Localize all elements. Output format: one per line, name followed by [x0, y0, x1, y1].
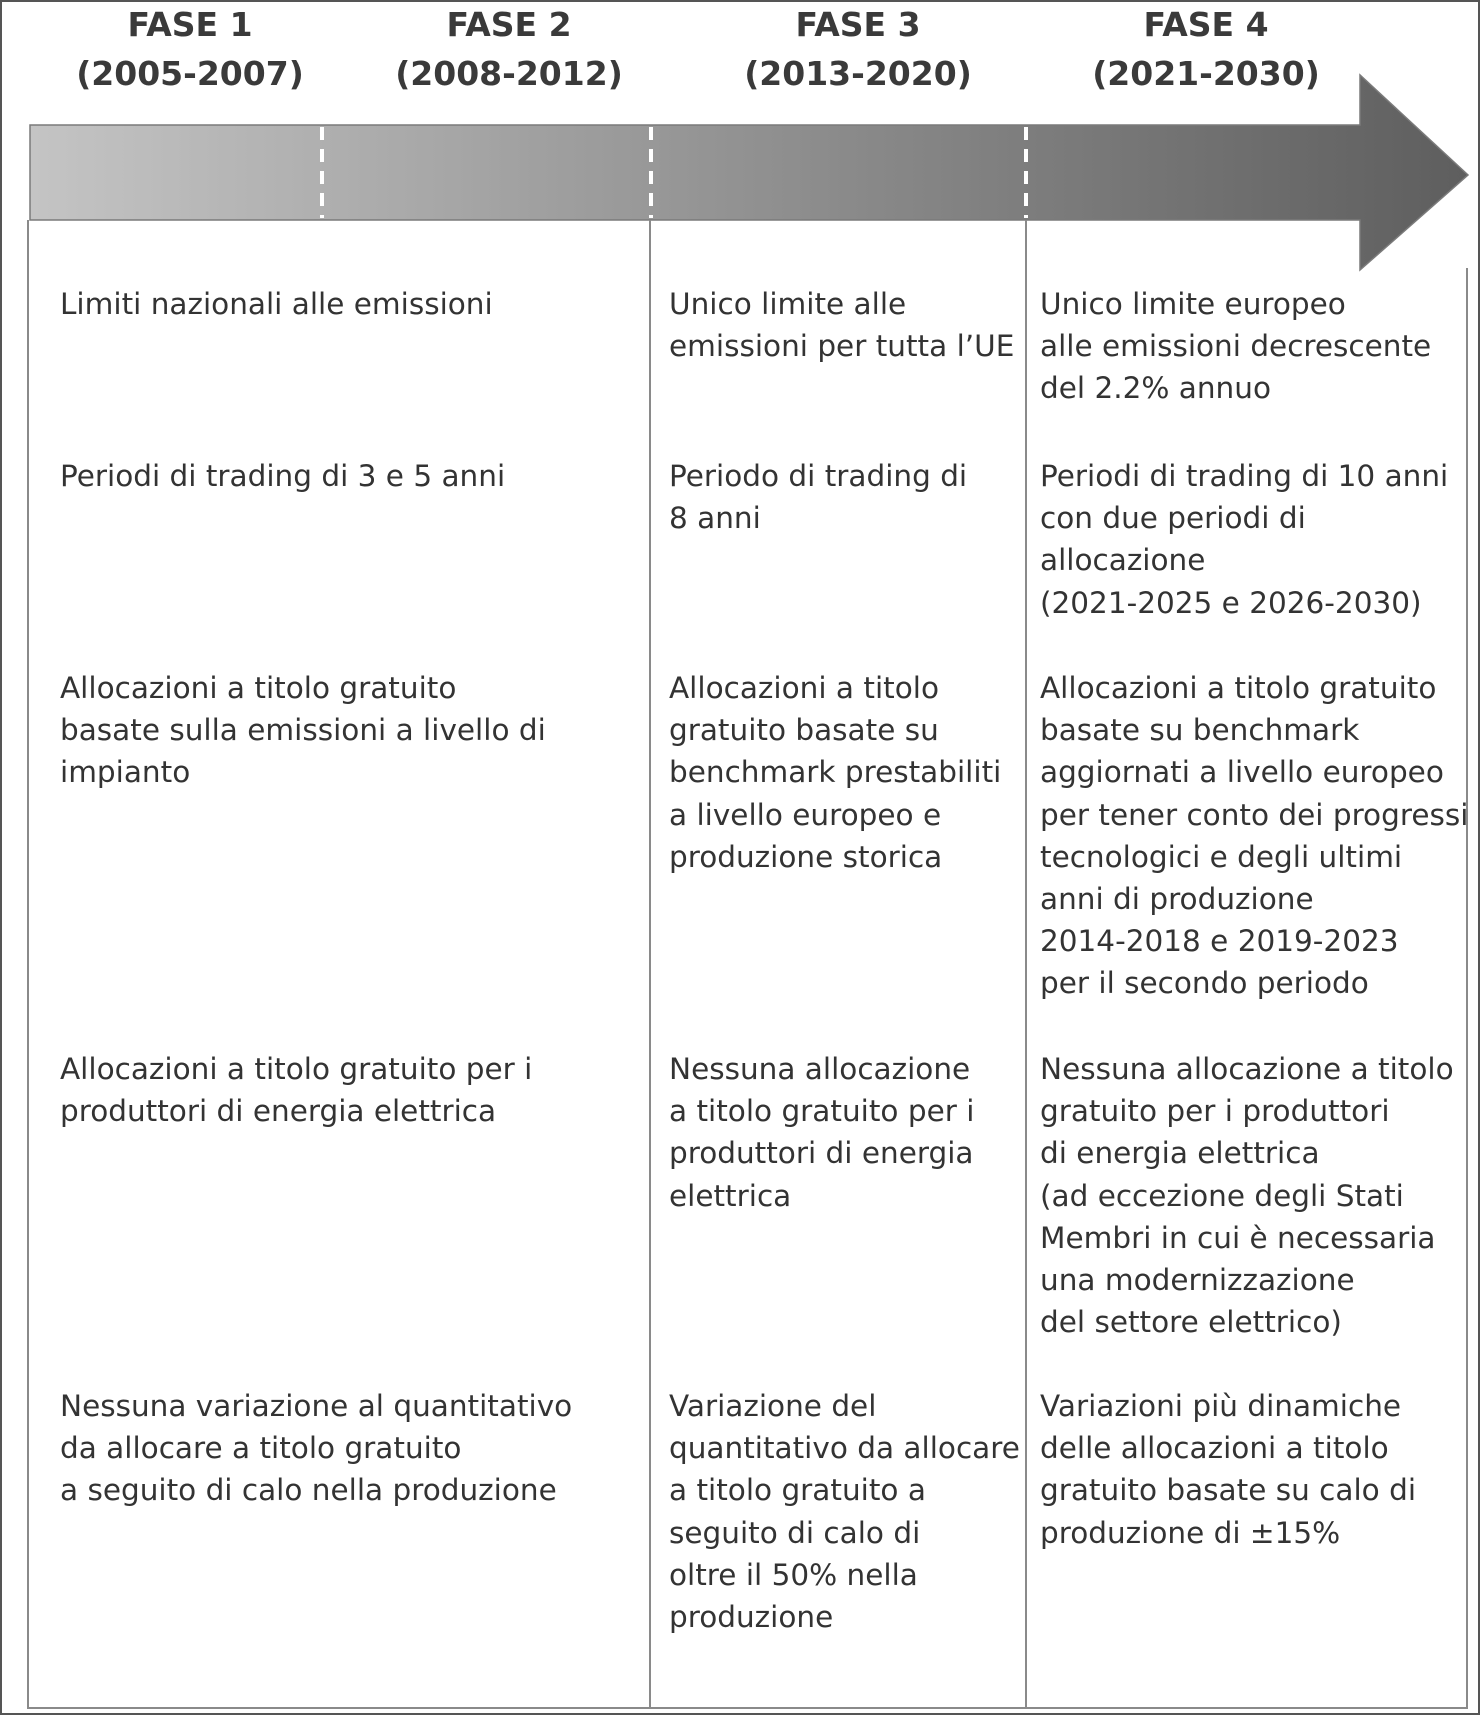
timeline-arrow [0, 0, 1480, 280]
phase-2-name: FASE 2 [446, 5, 572, 44]
row-2-phase-1-2-text: Periodi di trading di 3 e 5 anni [60, 459, 506, 493]
row-3-phase-4-text: Allocazioni a titolo gratuito basate su benchmark aggiornati a livello europeo per tener conto dei progressi tecnologici e degli ultimi anni di produzione 2014-2018 e 2019-2023 per il secondo periodo [1040, 671, 1469, 1001]
phase-3-period: (2013-2020) [744, 54, 972, 93]
phase-4-name: FASE 4 [1143, 5, 1269, 44]
row-3-phase-3-text: Allocazioni a titolo gratuito basate su benchmark prestabiliti a livello europeo e produzione storica [669, 671, 1002, 874]
row-4-phase-1-2-text: Allocazioni a titolo gratuito per i produttori di energia elettrica [60, 1052, 533, 1129]
table-bottom-border [27, 1707, 1468, 1709]
arrow-body [30, 75, 1468, 270]
column-divider-3 [649, 220, 651, 1709]
column-divider-4 [1025, 220, 1027, 1709]
row-1-phase-3-text: Unico limite alle emissioni per tutta l’UE [669, 287, 1015, 364]
row-2-phase-3-text: Periodo di trading di 8 anni [669, 459, 968, 536]
row-5-phase-1-2-text: Nessuna variazione al quantitativo da allocare a titolo gratuito a seguito di calo nella produzione [60, 1389, 573, 1508]
row-2-phase-4-text: Periodi di trading di 10 anni con due periodi di allocazione (2021-2025 e 2026-2030) [1040, 459, 1449, 620]
phase-1-name: FASE 1 [127, 5, 253, 44]
row-5-phase-4-text: Variazioni più dinamiche delle allocazioni a titolo gratuito basate su calo di produzione di ±15% [1040, 1389, 1417, 1550]
row-3-phase-1-2-text: Allocazioni a titolo gratuito basate sulla emissioni a livello di impianto [60, 671, 546, 790]
row-4-phase-4-text: Nessuna allocazione a titolo gratuito per i produttori di energia elettrica (ad eccezione degli Stati Membri in cui è necessaria una modernizzazione del settore elettrico) [1040, 1052, 1454, 1340]
phase-3-name: FASE 3 [795, 5, 921, 44]
row-1-phase-1-2-text: Limiti nazionali alle emissioni [60, 287, 493, 321]
phase-1-period: (2005-2007) [76, 54, 304, 93]
table-left-border [27, 220, 29, 1709]
row-1-phase-4-text: Unico limite europeo alle emissioni decrescente del 2.2% annuo [1040, 287, 1432, 406]
phase-4-period: (2021-2030) [1092, 54, 1320, 93]
row-4-phase-3-text: Nessuna allocazione a titolo gratuito per i produttori di energia elettrica [669, 1052, 975, 1213]
phase-2-period: (2008-2012) [395, 54, 623, 93]
row-5-phase-3-text: Variazione del quantitativo da allocare a titolo gratuito a seguito di calo di oltre il 50% nella produzione [669, 1389, 1020, 1635]
